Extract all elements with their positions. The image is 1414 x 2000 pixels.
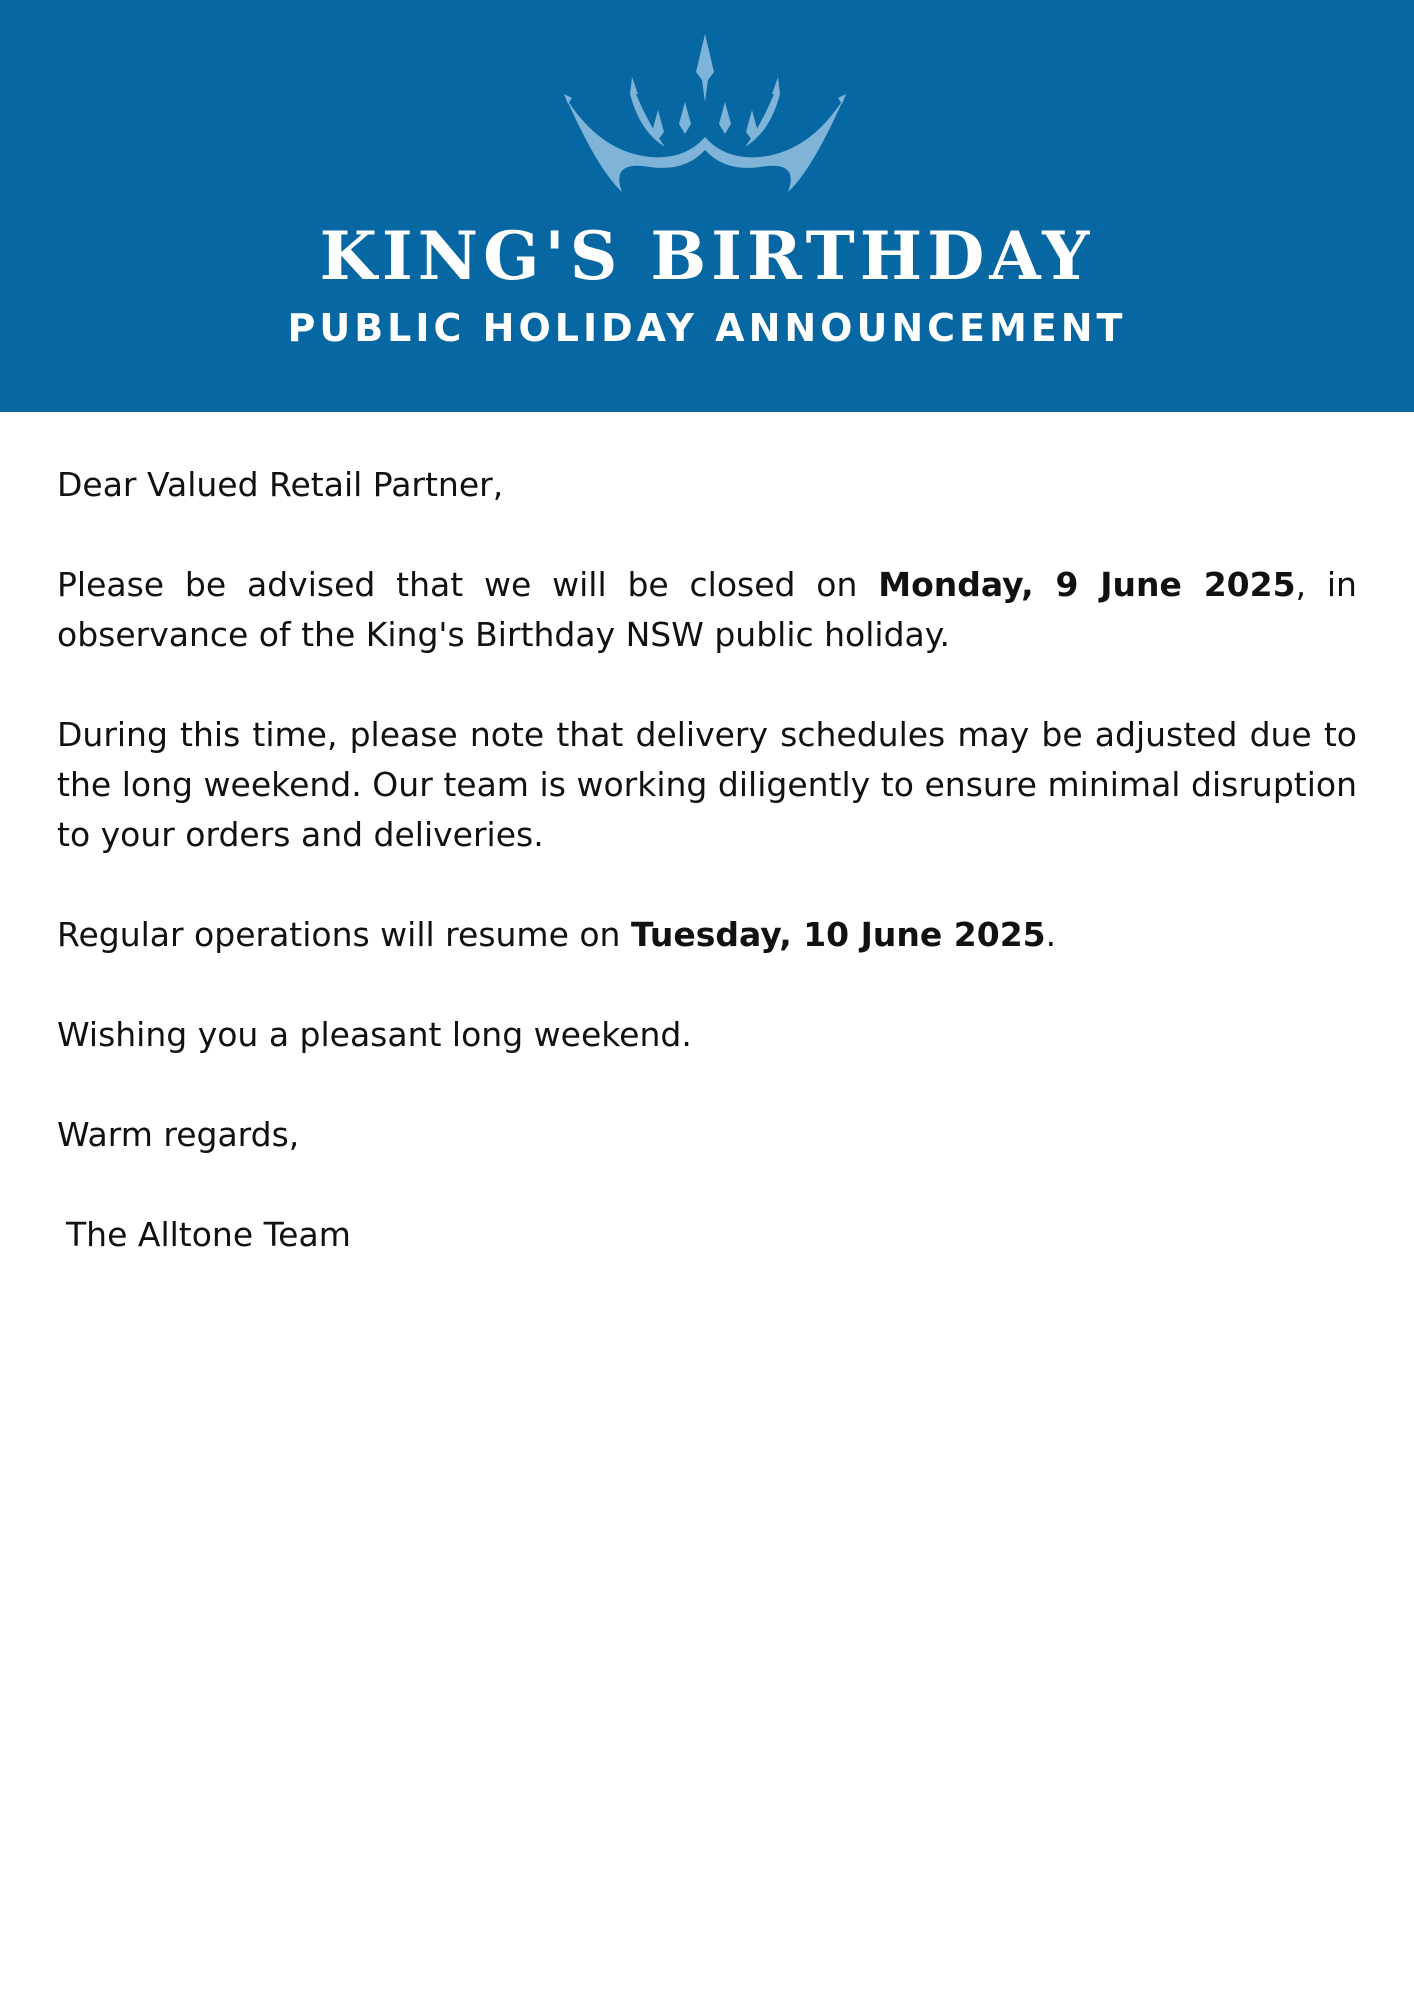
closure-paragraph (57, 560, 1357, 660)
delivery-paragraph: During this time, please note that delivery schedules may be adjusted due to the long weekend. Our team is working diligently to ensure minimal disruption to your orders and deliveries. (57, 715, 1357, 854)
wishes-paragraph: Wishing you a pleasant long weekend. (57, 1015, 692, 1054)
banner-title: KING'S BIRTHDAY (319, 217, 1095, 295)
banner-subtitle: PUBLIC HOLIDAY ANNOUNCEMENT (287, 306, 1127, 350)
resume-date: Tuesday, 10 June 2025 (630, 915, 1046, 954)
letter-signature: The Alltone Team (66, 1215, 351, 1254)
resume-paragraph (57, 910, 1357, 960)
letter-greeting: Dear Valued Retail Partner, (57, 465, 504, 504)
letter-body (57, 460, 1357, 1310)
resume-text-start: Regular operations will resume on (57, 915, 631, 954)
resume-text-end: . (1045, 915, 1057, 954)
letter-closing: Warm regards, (57, 1115, 300, 1154)
crown-icon (560, 32, 850, 202)
closure-text-end: , in observance of the King's Birthday NSW public holiday. (57, 565, 1357, 654)
closure-text-start: Please be advised that we will be closed on (57, 565, 879, 604)
closure-date: Monday, 9 June 2025 (878, 565, 1296, 604)
header-banner (0, 0, 1414, 412)
